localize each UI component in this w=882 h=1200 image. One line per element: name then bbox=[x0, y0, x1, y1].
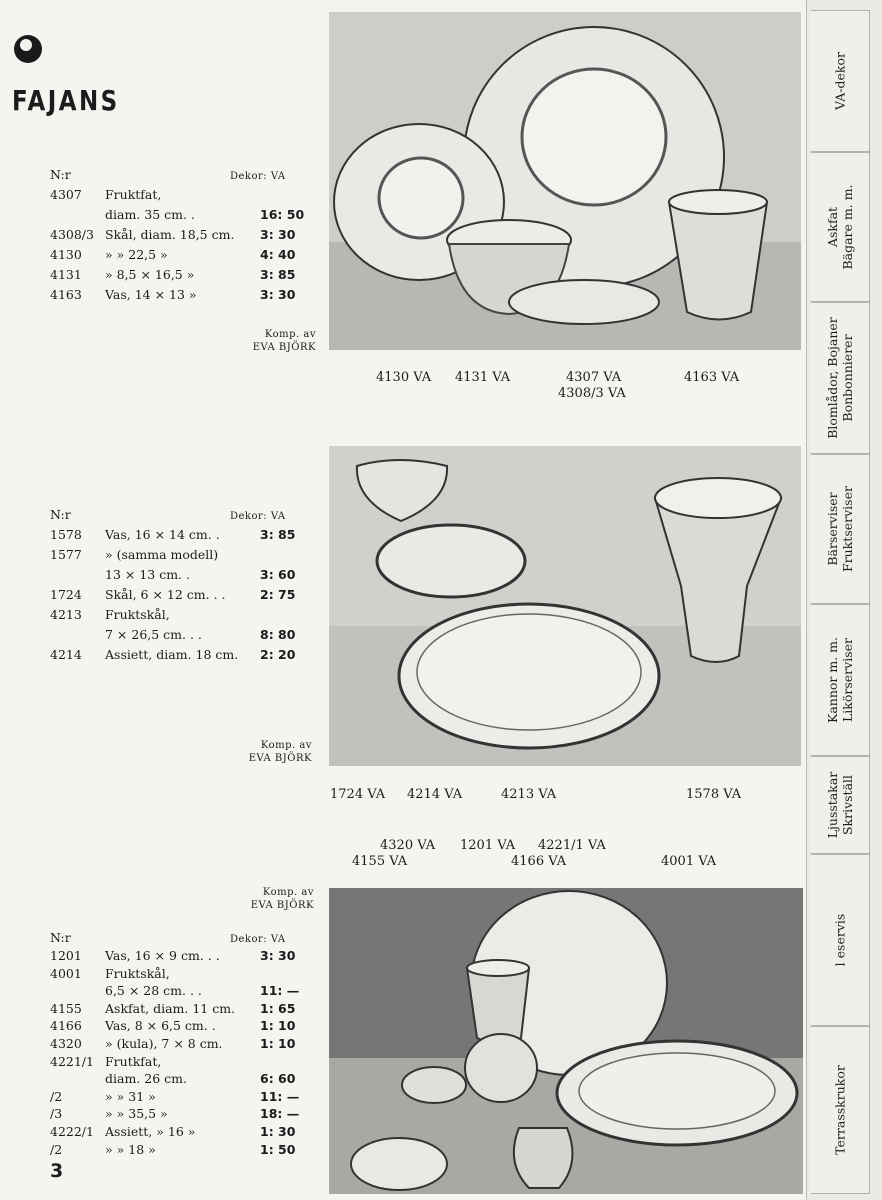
item-description: diam. 35 cm. . bbox=[105, 207, 195, 222]
list-header-nr: N:r bbox=[50, 507, 71, 522]
item-number: 4001 bbox=[50, 965, 82, 981]
item-number: 4308/3 bbox=[50, 227, 94, 242]
item-price: 1: 65 bbox=[260, 1000, 296, 1016]
list-item bbox=[50, 265, 300, 285]
section-3-list bbox=[50, 928, 300, 1168]
item-description: Assiett, diam. 18 cm. bbox=[105, 647, 239, 662]
caption: 4213 VA bbox=[501, 787, 557, 802]
tab-kannor[interactable]: Kannor m. m. Likörserviser bbox=[811, 604, 870, 756]
item-number: 4213 bbox=[50, 607, 82, 622]
item-price: 6: 60 bbox=[260, 1071, 296, 1087]
list-item bbox=[50, 1069, 300, 1087]
item-number: /2 bbox=[50, 1088, 63, 1104]
product-photo-2 bbox=[329, 446, 801, 766]
tab-ljusstakar[interactable]: Ljusstakar Skrivställ bbox=[811, 756, 870, 854]
list-item bbox=[50, 545, 300, 565]
photo-1-illustration bbox=[329, 12, 801, 350]
list-item bbox=[50, 981, 300, 999]
list-header-nr: N:r bbox=[50, 930, 71, 945]
item-description: » » 31 » bbox=[105, 1088, 156, 1104]
caption: 4155 VA bbox=[352, 854, 408, 869]
item-description: » » 22,5 » bbox=[105, 247, 168, 262]
list-item bbox=[50, 1016, 300, 1034]
item-description: 13 × 13 cm. . bbox=[105, 567, 190, 582]
tab-teservis[interactable]: l eservis bbox=[811, 854, 870, 1026]
item-description: Vas, 8 × 6,5 cm. . bbox=[105, 1018, 216, 1034]
item-price: 3: 85 bbox=[260, 527, 296, 542]
item-description: Vas, 16 × 14 cm. . bbox=[105, 527, 220, 542]
item-description: 7 × 26,5 cm. . . bbox=[105, 627, 202, 642]
list-item bbox=[50, 1104, 300, 1122]
item-price: 3: 30 bbox=[260, 948, 296, 963]
caption: 4130 VA bbox=[376, 370, 432, 385]
caption: 4001 VA bbox=[661, 854, 717, 869]
index-tabs bbox=[806, 0, 882, 1200]
item-number: 1724 bbox=[50, 587, 82, 602]
item-number: 4163 bbox=[50, 287, 82, 302]
item-number: 1578 bbox=[50, 527, 82, 542]
item-number: 4221/1 bbox=[50, 1053, 94, 1069]
item-description: Askfat, diam. 11 cm. bbox=[105, 1000, 236, 1016]
item-description: Vas, 14 × 13 » bbox=[105, 287, 197, 302]
item-number: 4320 bbox=[50, 1036, 82, 1051]
list-item bbox=[50, 585, 300, 605]
item-price: 1: 10 bbox=[260, 1036, 296, 1051]
caption: 4214 VA bbox=[407, 787, 463, 802]
item-price: 3: 60 bbox=[260, 567, 296, 582]
photo-3-illustration bbox=[329, 888, 803, 1194]
caption: 4307 VA bbox=[566, 370, 622, 385]
item-number: 4155 bbox=[50, 1000, 82, 1016]
tab-terrasskrukor[interactable]: Terrasskrukor bbox=[811, 1026, 870, 1194]
list-item bbox=[50, 285, 300, 305]
caption: 4131 VA bbox=[455, 370, 511, 385]
list-item bbox=[50, 525, 300, 545]
caption: 4163 VA bbox=[684, 370, 740, 385]
item-number: 4222/1 bbox=[50, 1124, 94, 1139]
caption: 1201 VA bbox=[460, 838, 516, 853]
caption: 1724 VA bbox=[330, 787, 386, 802]
list-item bbox=[50, 565, 300, 585]
item-price: 3: 30 bbox=[260, 227, 296, 242]
punch-hole bbox=[14, 35, 42, 63]
section-1-list bbox=[50, 165, 305, 305]
item-number: 4131 bbox=[50, 267, 82, 282]
list-item bbox=[50, 1122, 300, 1140]
item-number: 4166 bbox=[50, 1018, 82, 1034]
item-description: » (kula), 7 × 8 cm. bbox=[105, 1036, 223, 1051]
item-number: 4130 bbox=[50, 247, 82, 262]
item-description: Fruktskål, bbox=[105, 965, 170, 981]
list-item bbox=[50, 625, 300, 645]
list-item bbox=[50, 225, 300, 245]
list-item bbox=[50, 645, 300, 665]
item-description: Frutkfat, bbox=[105, 1053, 162, 1069]
item-price: 11: — bbox=[260, 983, 300, 999]
caption: 4320 VA bbox=[380, 838, 436, 853]
caption: 1578 VA bbox=[686, 787, 742, 802]
item-description: Skål, diam. 18,5 cm. bbox=[105, 227, 235, 242]
tab-blomlador[interactable]: Blomlådor, Bojaner Bonbonnierer bbox=[811, 302, 870, 454]
section-2-list bbox=[50, 505, 300, 665]
list-item bbox=[50, 1087, 300, 1105]
caption: 4166 VA bbox=[511, 854, 567, 869]
item-description: » (samma modell) bbox=[105, 547, 219, 562]
item-description: » 8,5 × 16,5 » bbox=[105, 267, 195, 282]
page-number: 3 bbox=[50, 1160, 64, 1182]
page-title: FAJANS bbox=[12, 84, 120, 117]
list-header-dekor: Dekor: VA bbox=[230, 511, 286, 522]
item-price: 11: — bbox=[260, 1088, 300, 1104]
list-header-nr: N:r bbox=[50, 167, 71, 182]
item-description: Fruktfat, bbox=[105, 187, 162, 202]
list-header-dekor: Dekor: VA bbox=[230, 934, 286, 945]
item-description: Skål, 6 × 12 cm. . . bbox=[105, 587, 226, 602]
list-item bbox=[50, 1034, 300, 1052]
item-price: 1: 10 bbox=[260, 1018, 296, 1034]
item-price: 16: 50 bbox=[260, 207, 305, 222]
item-price: 2: 75 bbox=[260, 587, 296, 602]
item-number: 4307 bbox=[50, 187, 82, 202]
section-1-komp: Komp. av EVA BJÖRK bbox=[252, 329, 316, 353]
caption: 4308/3 VA bbox=[558, 386, 626, 401]
item-price: 3: 85 bbox=[260, 267, 296, 282]
item-description: » » 18 » bbox=[105, 1141, 156, 1157]
item-price: 1: 30 bbox=[260, 1124, 296, 1139]
tab-va-dekor[interactable]: VA-dekor bbox=[811, 10, 870, 152]
tab-askfat[interactable]: Askfat Bägare m. m. bbox=[811, 152, 870, 302]
item-price: 8: 80 bbox=[260, 627, 296, 642]
section-3-komp: Komp. av EVA BJÖRK bbox=[250, 887, 314, 911]
item-price: 4: 40 bbox=[260, 247, 296, 262]
item-description: Assiett, » 16 » bbox=[105, 1124, 196, 1139]
photo-2-illustration bbox=[329, 446, 801, 766]
list-item bbox=[50, 946, 300, 964]
product-photo-1 bbox=[329, 12, 801, 350]
list-item bbox=[50, 999, 300, 1017]
item-price: 3: 30 bbox=[260, 287, 296, 302]
list-item bbox=[50, 605, 300, 625]
item-description: diam. 26 cm. bbox=[105, 1071, 187, 1087]
caption: 4221/1 VA bbox=[538, 838, 606, 853]
item-price: 2: 20 bbox=[260, 647, 296, 662]
list-item bbox=[50, 1140, 300, 1158]
item-price: 1: 50 bbox=[260, 1141, 296, 1157]
list-item bbox=[50, 245, 300, 265]
list-header-dekor: Dekor: VA bbox=[230, 171, 286, 182]
product-photo-3 bbox=[329, 888, 803, 1194]
item-description: Vas, 16 × 9 cm. . . bbox=[105, 948, 220, 963]
list-item bbox=[50, 185, 300, 205]
list-item bbox=[50, 1052, 300, 1070]
item-number: 1577 bbox=[50, 547, 82, 562]
section-2-komp: Komp. av EVA BJÖRK bbox=[248, 740, 312, 764]
item-number: /3 bbox=[50, 1106, 63, 1122]
item-number: 4214 bbox=[50, 647, 82, 662]
list-item bbox=[50, 205, 305, 225]
item-description: 6,5 × 28 cm. . . bbox=[105, 983, 202, 999]
list-item bbox=[50, 964, 300, 982]
item-number: 1201 bbox=[50, 948, 82, 963]
item-description: Fruktskål, bbox=[105, 607, 170, 622]
item-price: 18: — bbox=[260, 1106, 300, 1122]
tab-barserviser[interactable]: Bärserviser Fruktserviser bbox=[811, 454, 870, 604]
item-description: » » 35,5 » bbox=[105, 1106, 168, 1122]
item-number: /2 bbox=[50, 1141, 63, 1157]
